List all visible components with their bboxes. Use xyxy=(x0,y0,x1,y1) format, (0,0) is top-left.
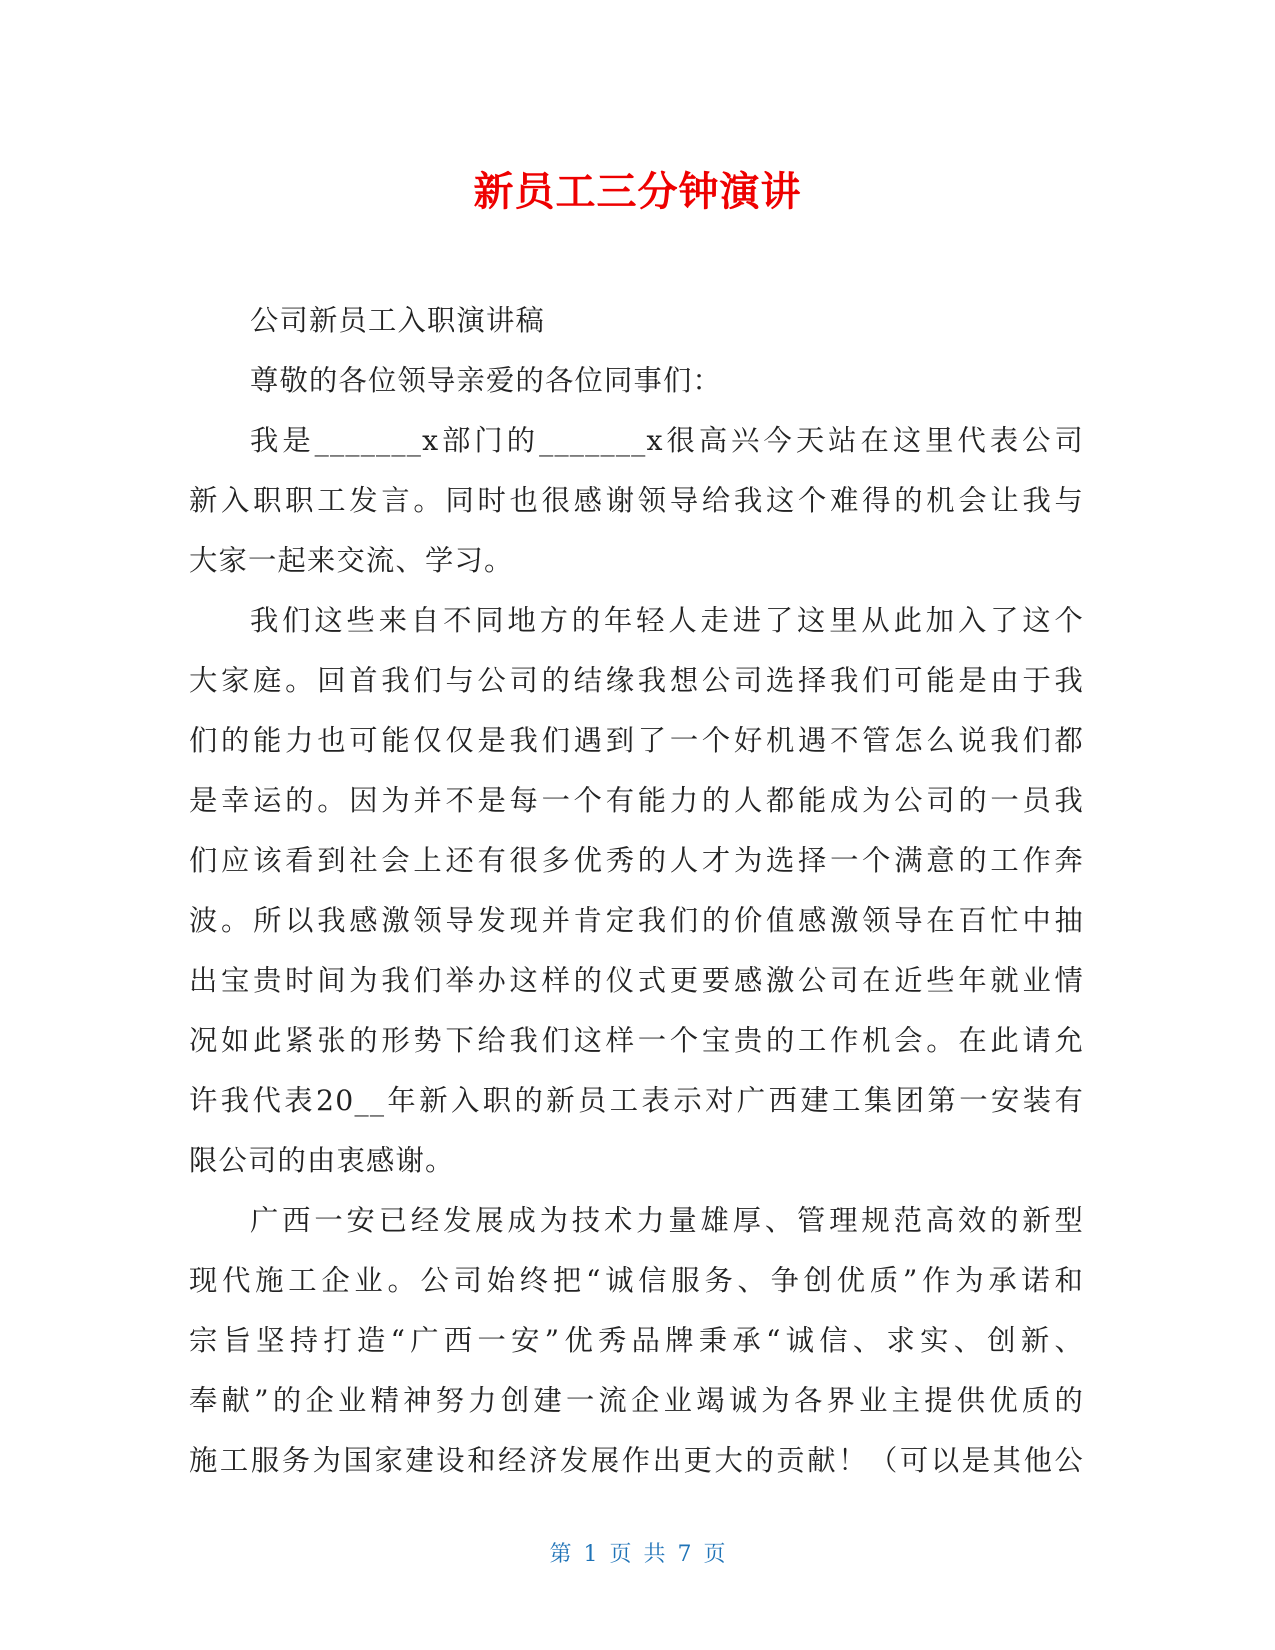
text-line: 们应该看到社会上还有很多优秀的人才为选择一个满意的工作奔 xyxy=(189,844,1084,877)
text-line: 我们这些来自不同地方的年轻人走进了这里从此加入了这个 xyxy=(250,604,1084,637)
page-footer xyxy=(0,1537,1275,1568)
document-title: 新员工三分钟演讲 xyxy=(473,169,802,215)
text-line: 许我代表20__年新入职的新员工表示对广西建工集团第一安装有 xyxy=(189,1084,1084,1117)
text-line: 新入职职工发言。同时也很感谢领导给我这个难得的机会让我与 xyxy=(189,484,1084,517)
footer-total-pages: 7 xyxy=(677,1542,692,1567)
text-line: 奉献”的企业精神努力创建一流企业竭诚为各界业主提供优质的 xyxy=(189,1384,1084,1417)
footer-page-label: 第 xyxy=(549,1542,572,1567)
text-line: 广西一安已经发展成为技术力量雄厚、管理规范高效的新型 xyxy=(250,1204,1084,1237)
footer-total-label: 共 xyxy=(643,1542,666,1567)
text-line: 出宝贵时间为我们举办这样的仪式更要感激公司在近些年就业情 xyxy=(189,964,1084,997)
footer-total-unit: 页 xyxy=(703,1542,726,1567)
text-line: 大家庭。回首我们与公司的结缘我想公司选择我们可能是由于我 xyxy=(189,664,1084,697)
text-line: 波。所以我感激领导发现并肯定我们的价值感激领导在百忙中抽 xyxy=(189,904,1084,937)
text-line: 现代施工企业。公司始终把“诚信服务、争创优质”作为承诺和 xyxy=(189,1264,1084,1297)
text-line: 限公司的由衷感谢。 xyxy=(189,1144,455,1177)
document-body xyxy=(189,291,1084,1491)
text-line: 我是_______x部门的_______x很高兴今天站在这里代表公司 xyxy=(250,424,1084,457)
text-line: 宗旨坚持打造“广西一安”优秀品牌秉承“诚信、求实、创新、 xyxy=(189,1324,1084,1357)
text-line: 是幸运的。因为并不是每一个有能力的人都能成为公司的一员我 xyxy=(189,784,1084,817)
text-line: 尊敬的各位领导亲爱的各位同事们： xyxy=(250,364,722,397)
footer-page-unit: 页 xyxy=(609,1542,632,1567)
text-line: 大家一起来交流、学习。 xyxy=(189,544,514,577)
text-line: 们的能力也可能仅仅是我们遇到了一个好机遇不管怎么说我们都 xyxy=(189,724,1084,757)
footer-current-page: 1 xyxy=(583,1542,598,1567)
text-line: 公司新员工入职演讲稿 xyxy=(250,304,545,337)
text-line: 况如此紧张的形势下给我们这样一个宝贵的工作机会。在此请允 xyxy=(189,1024,1084,1057)
text-line: 施工服务为国家建设和经济发展作出更大的贡献！（可以是其他公 xyxy=(189,1444,1084,1477)
